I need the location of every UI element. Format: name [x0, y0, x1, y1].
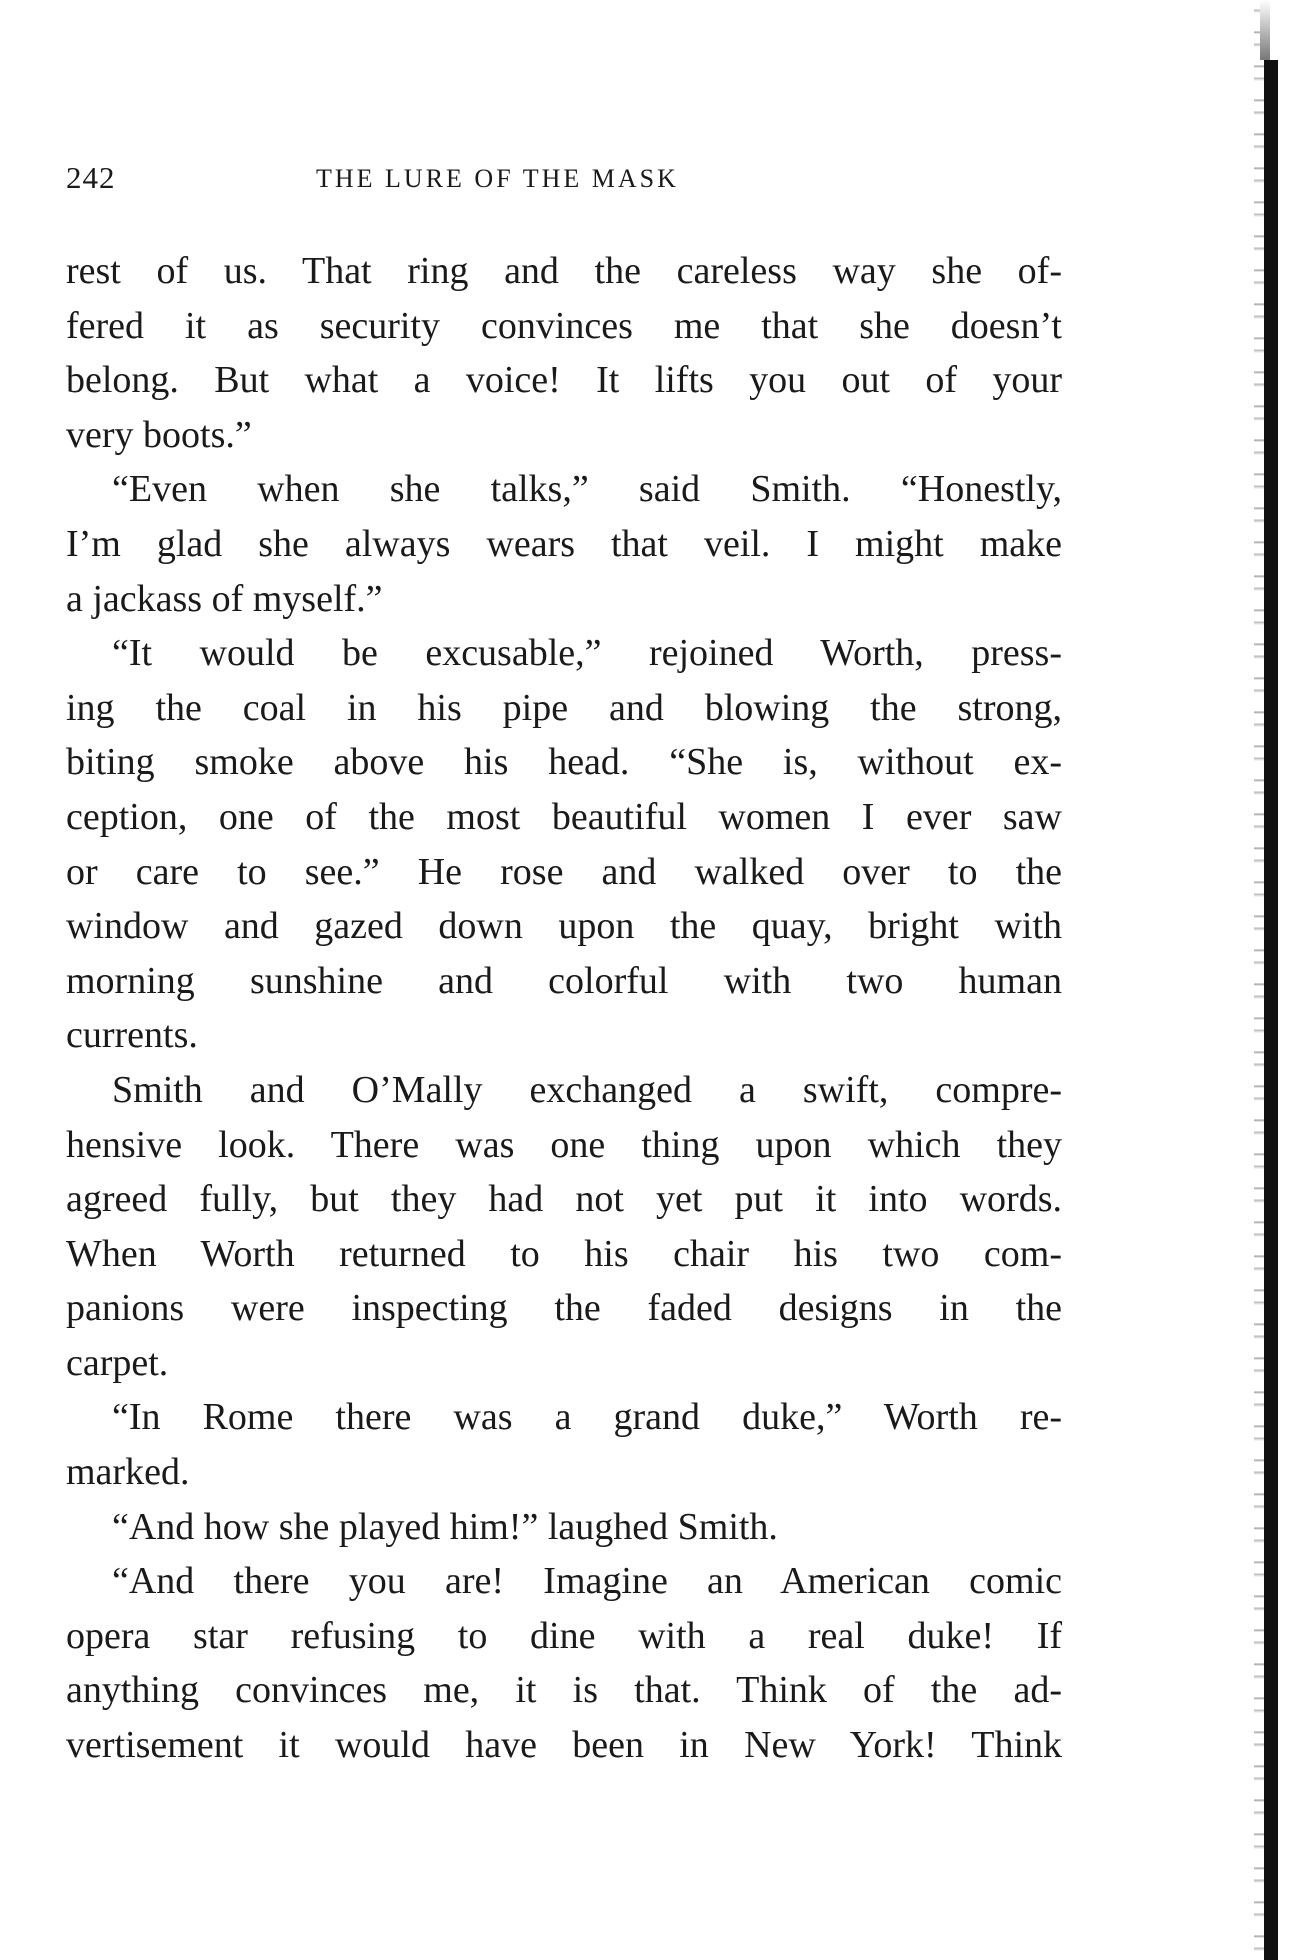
- text-line: “And there you are! Imagine an American comic: [112, 1560, 1062, 1603]
- text-line: “In Rome there was a grand duke,” Worth re-: [112, 1396, 1062, 1439]
- body-text: [66, 244, 1062, 1773]
- running-title: THE LURE OF THE MASK: [316, 164, 679, 193]
- text-line: fered it as security convinces me that she doesn’t: [66, 304, 1062, 347]
- text-line: a jackass of myself.”: [66, 577, 383, 620]
- text-line: carpet.: [66, 1341, 169, 1384]
- page-number: 242: [66, 160, 116, 195]
- text-line: very boots.”: [66, 413, 252, 456]
- page-binding-edge: [1254, 0, 1304, 1960]
- text-line: hensive look. There was one thing upon which they: [66, 1123, 1062, 1166]
- text-line: “It would be excusable,” rejoined Worth, press-: [112, 632, 1062, 675]
- text-line: window and gazed down upon the quay, bright with: [66, 905, 1062, 948]
- running-head: [66, 160, 1062, 200]
- text-line: ing the coal in his pipe and blowing the strong,: [66, 686, 1062, 729]
- text-line: “Even when she talks,” said Smith. “Honestly,: [112, 468, 1062, 511]
- text-line: or care to see.” He rose and walked over to the: [66, 850, 1062, 893]
- text-line: panions were inspecting the faded designs in the: [66, 1287, 1062, 1330]
- text-line: I’m glad she always wears that veil. I might make: [66, 522, 1062, 565]
- text-line: agreed fully, but they had not yet put it into words.: [66, 1178, 1062, 1221]
- text-line: biting smoke above his head. “She is, without ex-: [66, 741, 1062, 784]
- text-line: rest of us. That ring and the careless way she of-: [66, 250, 1062, 292]
- text-line: currents.: [66, 1014, 198, 1057]
- text-line: ception, one of the most beautiful women I ever saw: [66, 795, 1062, 838]
- text-line: Smith and O’Mally exchanged a swift, compre-: [112, 1068, 1062, 1111]
- text-line: morning sunshine and colorful with two human: [66, 959, 1062, 1002]
- text-line: vertisement it would have been in New York! Think: [66, 1724, 1062, 1767]
- text-line: anything convinces me, it is that. Think of the ad-: [66, 1669, 1062, 1712]
- text-line: When Worth returned to his chair his two com-: [66, 1232, 1062, 1275]
- text-line: belong. But what a voice! It lifts you out of your: [66, 359, 1062, 402]
- text-line: marked.: [66, 1451, 190, 1494]
- text-line: “And how she played him!” laughed Smith.: [112, 1505, 778, 1548]
- text-line: opera star refusing to dine with a real duke! If: [66, 1614, 1062, 1657]
